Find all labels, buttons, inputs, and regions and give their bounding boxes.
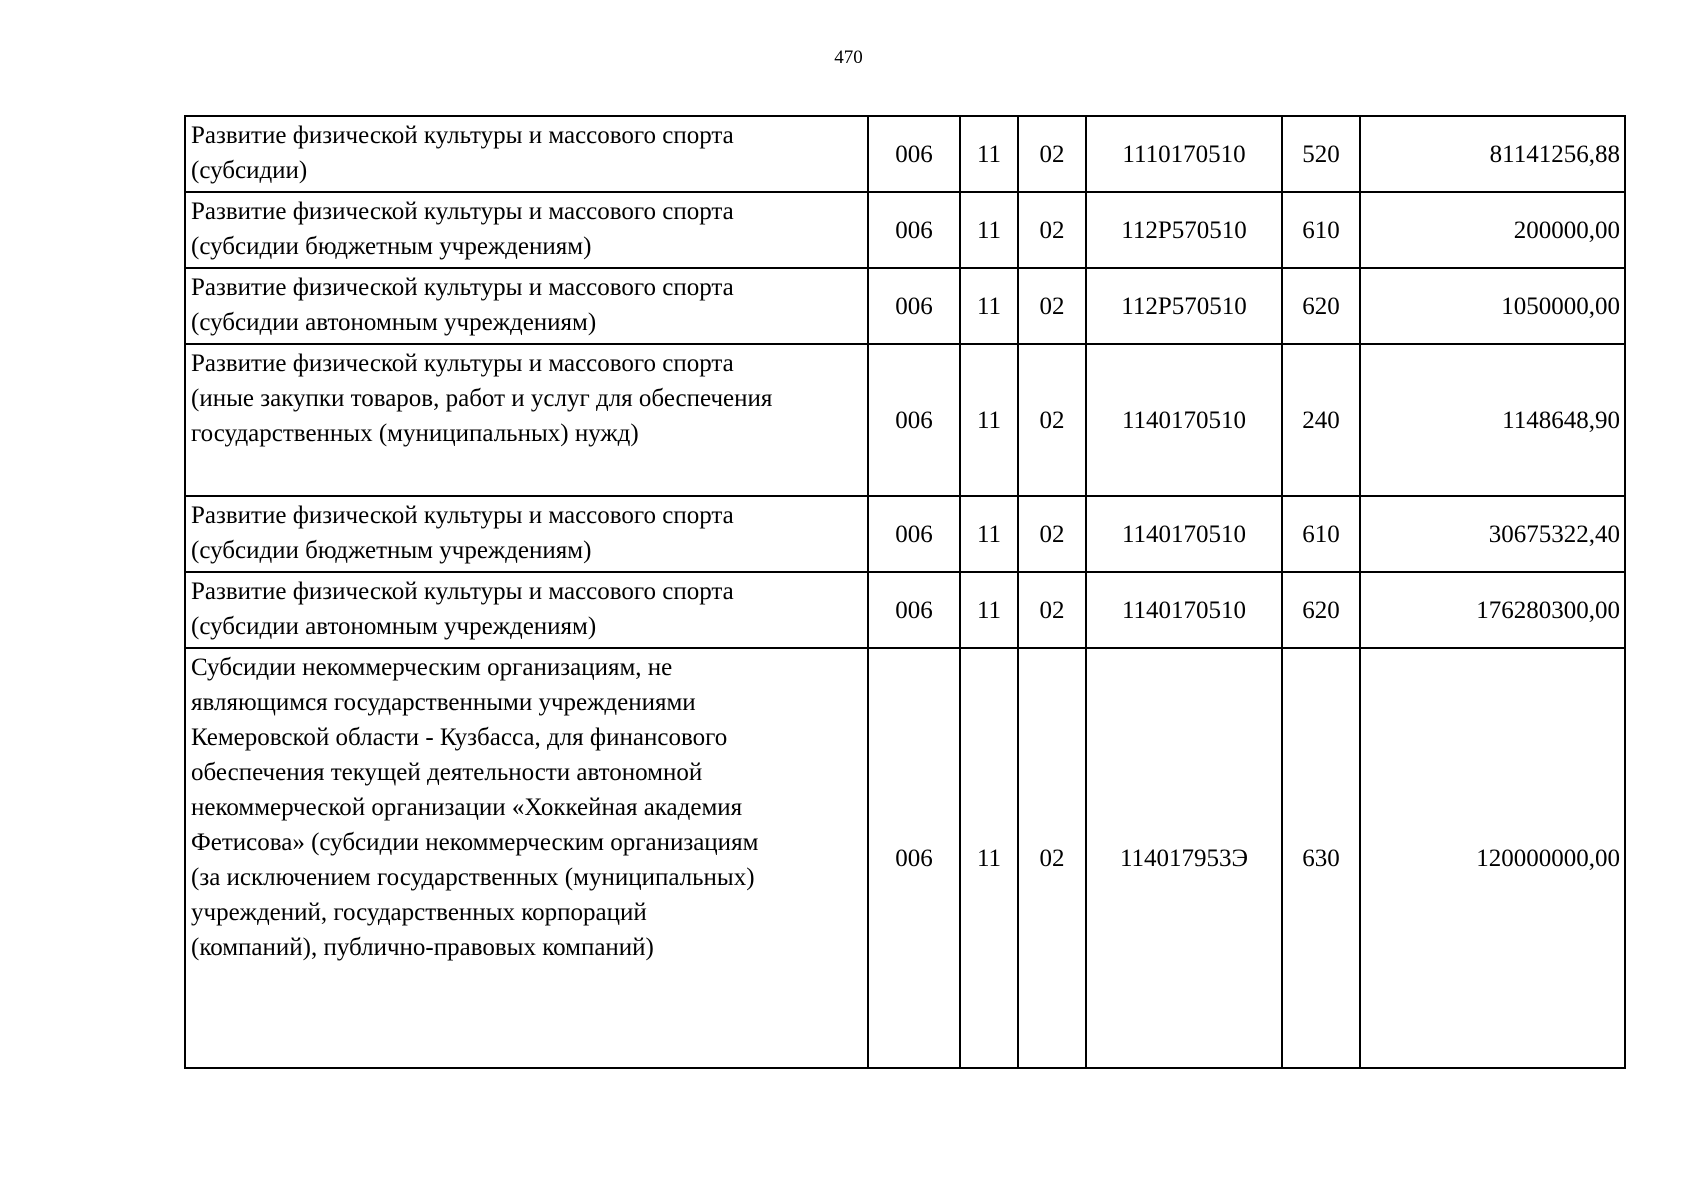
cell-rz: 11 xyxy=(960,572,1018,648)
cell-sum: 1148648,90 xyxy=(1360,344,1625,496)
description-line: Развитие физической культуры и массового спорта xyxy=(191,578,734,605)
cell-pr: 02 xyxy=(1018,496,1086,572)
cell-vr: 520 xyxy=(1282,116,1360,192)
cell-rz: 11 xyxy=(960,192,1018,268)
description-line: (субсидии) xyxy=(191,157,308,184)
description-line: Развитие физической культуры и массового спорта xyxy=(191,198,734,225)
cell-ved: 006 xyxy=(868,268,960,344)
cell-ved: 006 xyxy=(868,496,960,572)
description-line: (субсидии бюджетным учреждениям) xyxy=(191,537,592,564)
description-line: (субсидии бюджетным учреждениям) xyxy=(191,233,592,260)
description-line: некоммерческой организации «Хоккейная академия xyxy=(191,794,743,821)
cell-pr: 02 xyxy=(1018,648,1086,1068)
cell-sum: 120000000,00 xyxy=(1360,648,1625,1068)
cell-vr: 620 xyxy=(1282,268,1360,344)
row-description xyxy=(185,572,868,648)
description-line: являющимся государственными учреждениями xyxy=(191,689,696,716)
row-description xyxy=(185,496,868,572)
row-description xyxy=(185,268,868,344)
row-description xyxy=(185,116,868,192)
description-line: (за исключением государственных (муниципальных) xyxy=(191,864,755,891)
cell-vr: 620 xyxy=(1282,572,1360,648)
cell-rz: 11 xyxy=(960,344,1018,496)
cell-rz: 11 xyxy=(960,116,1018,192)
cell-csr: 1140170510 xyxy=(1086,496,1282,572)
cell-rz: 11 xyxy=(960,496,1018,572)
row-description xyxy=(185,344,868,496)
cell-sum: 30675322,40 xyxy=(1360,496,1625,572)
cell-rz: 11 xyxy=(960,648,1018,1068)
description-line: (субсидии автономным учреждениям) xyxy=(191,309,597,336)
description-line: обеспечения текущей деятельности автономной xyxy=(191,759,703,786)
table-row xyxy=(185,116,1625,192)
description-line: Развитие физической культуры и массового спорта xyxy=(191,274,734,301)
cell-pr: 02 xyxy=(1018,572,1086,648)
cell-csr: 112P570510 xyxy=(1086,192,1282,268)
table-row xyxy=(185,648,1625,1068)
description-line: Развитие физической культуры и массового спорта xyxy=(191,350,734,377)
table-row xyxy=(185,496,1625,572)
row-description xyxy=(185,192,868,268)
cell-rz: 11 xyxy=(960,268,1018,344)
cell-ved: 006 xyxy=(868,192,960,268)
table-row xyxy=(185,344,1625,496)
cell-csr: 114017953Э xyxy=(1086,648,1282,1068)
table-row xyxy=(185,268,1625,344)
description-line: Развитие физической культуры и массового спорта xyxy=(191,502,734,529)
cell-ved: 006 xyxy=(868,648,960,1068)
cell-sum: 81141256,88 xyxy=(1360,116,1625,192)
cell-pr: 02 xyxy=(1018,344,1086,496)
description-line: учреждений, государственных корпораций xyxy=(191,899,647,926)
cell-sum: 176280300,00 xyxy=(1360,572,1625,648)
description-line: Фетисова» (субсидии некоммерческим организациям xyxy=(191,829,759,856)
page-number: 470 xyxy=(834,47,863,68)
cell-vr: 240 xyxy=(1282,344,1360,496)
cell-pr: 02 xyxy=(1018,268,1086,344)
cell-ved: 006 xyxy=(868,344,960,496)
cell-vr: 630 xyxy=(1282,648,1360,1068)
cell-sum: 200000,00 xyxy=(1360,192,1625,268)
cell-vr: 610 xyxy=(1282,192,1360,268)
description-line: (иные закупки товаров, работ и услуг для обеспечения xyxy=(191,385,773,412)
table-row xyxy=(185,572,1625,648)
description-line: Субсидии некоммерческим организациям, не xyxy=(191,654,673,681)
cell-csr: 112P570510 xyxy=(1086,268,1282,344)
budget-table xyxy=(184,115,1626,1069)
cell-pr: 02 xyxy=(1018,116,1086,192)
cell-csr: 1140170510 xyxy=(1086,344,1282,496)
cell-ved: 006 xyxy=(868,572,960,648)
description-line: (субсидии автономным учреждениям) xyxy=(191,613,597,640)
cell-csr: 1110170510 xyxy=(1086,116,1282,192)
description-line: Кемеровской области - Кузбасса, для финансового xyxy=(191,724,728,751)
description-line: Развитие физической культуры и массового спорта xyxy=(191,122,734,149)
cell-vr: 610 xyxy=(1282,496,1360,572)
cell-ved: 006 xyxy=(868,116,960,192)
row-description xyxy=(185,648,868,1068)
description-line: государственных (муниципальных) нужд) xyxy=(191,420,639,447)
description-line: (компаний), публично-правовых компаний) xyxy=(191,934,654,961)
cell-csr: 1140170510 xyxy=(1086,572,1282,648)
table-row xyxy=(185,192,1625,268)
cell-pr: 02 xyxy=(1018,192,1086,268)
cell-sum: 1050000,00 xyxy=(1360,268,1625,344)
